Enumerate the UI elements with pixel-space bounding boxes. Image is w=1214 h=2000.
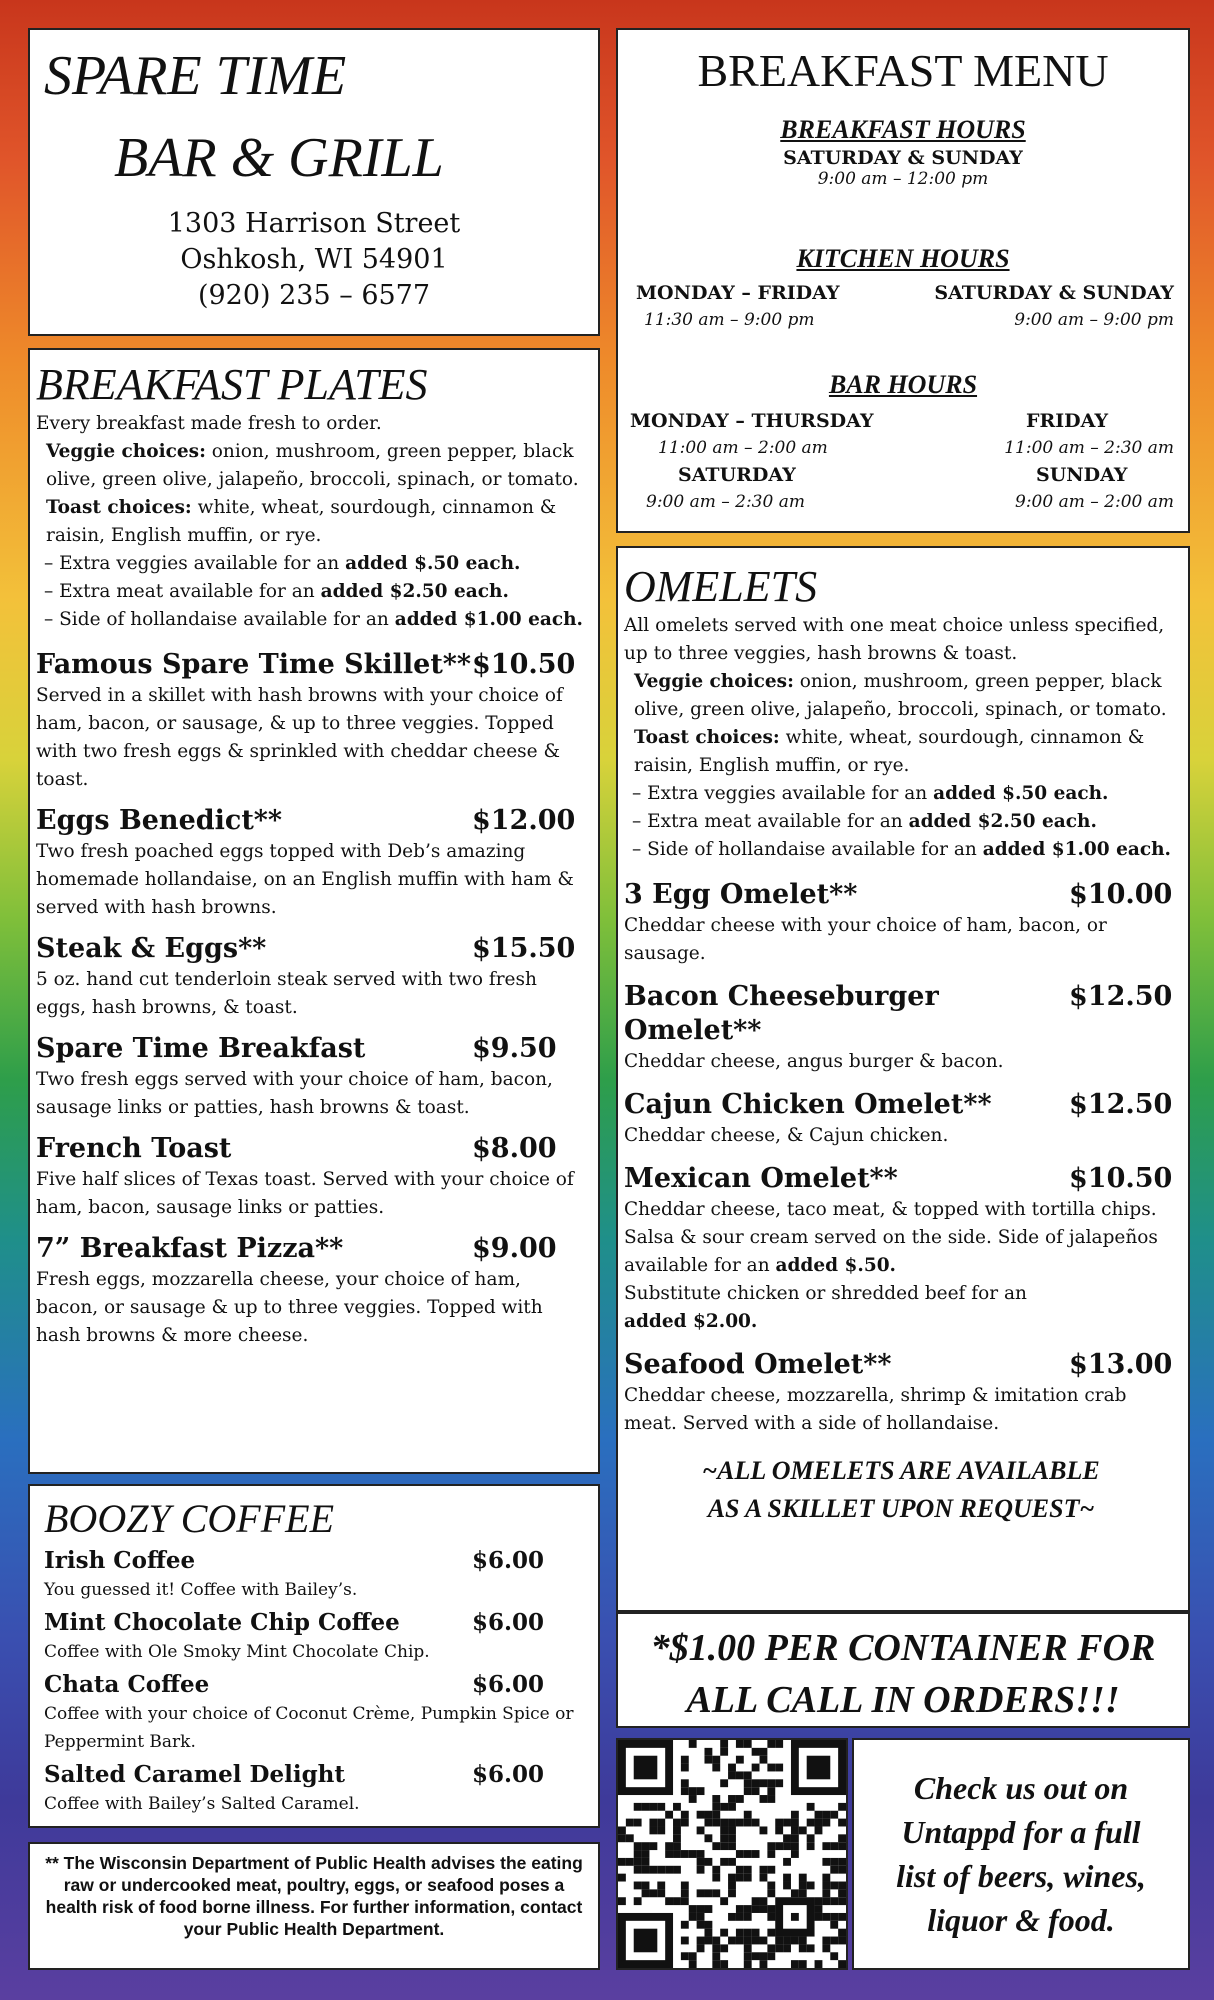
- menu-item: [624, 878, 1178, 968]
- item-price: $10.50: [1069, 1163, 1173, 1194]
- item-name: 7” Breakfast Pizza**: [36, 1233, 344, 1264]
- menu-title: BREAKFAST MENU: [697, 45, 1109, 96]
- omelets-extra-veggies: – Extra veggies available for an added $.50 each.: [632, 783, 1109, 804]
- bar-days-fri: FRIDAY: [1026, 410, 1109, 432]
- coffee-item: [44, 1546, 588, 1604]
- item-name: Mexican Omelet**: [624, 1163, 898, 1194]
- omelets-panel: [616, 546, 1190, 1612]
- breakfast-plates-panel: [28, 348, 600, 1474]
- omelets-veggie-choices: Veggie choices: onion, mushroom, green pepper, black olive, green olive, jalapeño, broccoli, spinach, or tomato.: [634, 671, 1167, 720]
- coffee-item: [44, 1760, 588, 1818]
- item-price: $12.50: [1069, 1089, 1173, 1120]
- health-disclaimer: ** The Wisconsin Department of Public Health advises the eating raw or undercooked meat, poultry, eggs, or seafood poses a health risk of food borne illness. For further information, contact your Public Health Department.: [28, 1842, 600, 1970]
- item-price: $15.50: [472, 933, 576, 964]
- address-street: 1303 Harrison Street: [167, 208, 461, 239]
- kitchen-days-weekend: SATURDAY & SUNDAY: [934, 282, 1174, 304]
- menu-item: [36, 648, 588, 794]
- plates-toast-choices: Toast choices: white, wheat, sourdough, cinnamon & raisin, English muffin, or rye.: [46, 497, 557, 546]
- bar-time-sat: 9:00 am – 2:30 am: [646, 492, 805, 512]
- kitchen-days-weekday: MONDAY – FRIDAY: [636, 282, 840, 304]
- kitchen-time-weekend: 9:00 am – 9:00 pm: [1014, 310, 1174, 330]
- plates-extra-veggies: – Extra veggies available for an added $.50 each.: [44, 553, 521, 574]
- coffee-name: Mint Chocolate Chip Coffee: [44, 1609, 400, 1636]
- breakfast-plates-title: BREAKFAST PLATES: [36, 360, 428, 409]
- menu-item: [624, 1162, 1178, 1336]
- restaurant-name-line2: BAR & GRILL: [114, 127, 444, 189]
- item-desc: Cheddar cheese, angus burger & bacon.: [624, 1051, 1004, 1072]
- bar-days-sun: SUNDAY: [1036, 464, 1128, 486]
- breakfast-hours-title: BREAKFAST HOURS: [780, 115, 1026, 144]
- coffee-price: $6.00: [472, 1547, 545, 1574]
- item-price: $9.00: [472, 1233, 557, 1264]
- bar-time-fri: 11:00 am – 2:30 am: [1004, 438, 1174, 458]
- item-desc: Fresh eggs, mozzarella cheese, your choice of ham, bacon, or sausage & up to three veggies. Topped with hash browns & more cheese.: [36, 1269, 543, 1346]
- coffee-price: $6.00: [472, 1671, 545, 1698]
- item-name: Bacon Cheeseburger Omelet**: [624, 981, 939, 1046]
- item-price: $13.00: [1069, 1349, 1173, 1380]
- coffee-name: Chata Coffee: [44, 1671, 210, 1698]
- item-desc: Cheddar cheese with your choice of ham, bacon, or sausage.: [624, 915, 1107, 964]
- untappd-promo: Check us out on Untappd for a full list of beers, wines, liquor & food.: [852, 1738, 1190, 1970]
- item-price: $10.50: [472, 649, 576, 680]
- omelets-extra-hollandaise: – Side of hollandaise available for an added $1.00 each.: [632, 839, 1171, 860]
- menu-item: [36, 1132, 588, 1222]
- item-name: Seafood Omelet**: [624, 1349, 892, 1380]
- bar-hours-title: BAR HOURS: [828, 370, 978, 399]
- item-desc: Cheddar cheese, & Cajun chicken.: [624, 1125, 949, 1146]
- menu-item: [624, 1348, 1178, 1438]
- item-name: Spare Time Breakfast: [36, 1033, 366, 1064]
- omelets-title: OMELETS: [624, 562, 818, 611]
- address-city: Oshkosh, WI 54901: [180, 244, 448, 275]
- menu-item: [36, 1232, 588, 1350]
- item-desc: Two fresh poached eggs topped with Deb’s amazing homemade hollandaise, on an English muffin with ham & served with hash browns.: [36, 841, 574, 918]
- item-name: Eggs Benedict**: [36, 805, 283, 836]
- coffee-desc: Coffee with Ole Smoky Mint Chocolate Chip.: [44, 1642, 430, 1662]
- boozy-coffee-panel: [28, 1484, 600, 1828]
- restaurant-header: [28, 28, 600, 336]
- coffee-item: [44, 1608, 588, 1666]
- coffee-name: Salted Caramel Delight: [44, 1761, 346, 1788]
- item-desc: Five half slices of Texas toast. Served with your choice of ham, bacon, sausage links or patties.: [36, 1169, 574, 1218]
- coffee-name: Irish Coffee: [44, 1547, 196, 1574]
- plates-veggie-choices: Veggie choices: onion, mushroom, green pepper, black olive, green olive, jalapeño, broccoli, spinach, or tomato.: [46, 441, 579, 490]
- omelets-info: [624, 612, 1178, 864]
- call-in-notice: *$1.00 PER CONTAINER FOR ALL CALL IN ORDERS!!!: [616, 1612, 1190, 1728]
- item-price: $8.00: [472, 1133, 557, 1164]
- item-name: Steak & Eggs**: [36, 933, 267, 964]
- coffee-item: [44, 1670, 588, 1756]
- plates-extra-hollandaise: – Side of hollandaise available for an added $1.00 each.: [44, 609, 583, 630]
- coffee-desc: Coffee with Bailey’s Salted Caramel.: [44, 1794, 360, 1814]
- boozy-coffee-title: BOOZY COFFEE: [44, 1496, 334, 1541]
- breakfast-time: 9:00 am – 12:00 pm: [817, 169, 989, 189]
- item-desc: Two fresh eggs served with your choice of ham, bacon, sausage links or patties, hash browns & toast.: [36, 1069, 553, 1118]
- menu-item: [36, 804, 588, 922]
- item-desc: 5 oz. hand cut tenderloin steak served with two fresh eggs, hash browns, & toast.: [36, 969, 537, 1018]
- kitchen-hours-title: KITCHEN HOURS: [796, 244, 1010, 273]
- item-desc: Served in a skillet with hash browns with your choice of ham, bacon, or sausage, & up to three veggies. Topped with two fresh eggs & sprinkled with cheddar cheese & toast.: [36, 685, 563, 790]
- skillet-note: ~ALL OMELETS ARE AVAILABLE AS A SKILLET UPON REQUEST~: [702, 1456, 1100, 1523]
- coffee-price: $6.00: [472, 1761, 545, 1788]
- restaurant-name-line1: SPARE TIME: [44, 45, 347, 107]
- breakfast-days: SATURDAY & SUNDAY: [783, 147, 1023, 169]
- coffee-price: $6.00: [472, 1609, 545, 1636]
- qr-code-icon[interactable]: [616, 1738, 848, 1970]
- bar-time-mon-thu: 11:00 am – 2:00 am: [658, 438, 828, 458]
- bar-days-sat: SATURDAY: [678, 464, 796, 486]
- item-desc: Cheddar cheese, mozzarella, shrimp & imitation crab meat. Served with a side of hollandaise.: [624, 1385, 1127, 1434]
- item-price: $12.00: [472, 805, 576, 836]
- kitchen-time-weekday: 11:30 am – 9:00 pm: [644, 310, 815, 330]
- omelets-extra-meat: – Extra meat available for an added $2.50 each.: [632, 811, 1097, 832]
- menu-item: [624, 1088, 1178, 1150]
- item-name: 3 Egg Omelet**: [624, 879, 858, 910]
- hours-panel: [616, 28, 1190, 533]
- plates-info: [36, 410, 588, 634]
- item-name: French Toast: [36, 1133, 232, 1164]
- phone-number: (920) 235 – 6577: [197, 280, 431, 311]
- menu-item: [36, 1032, 588, 1122]
- item-desc: Cheddar cheese, taco meat, & topped with tortilla chips. Salsa & sour cream served on the side. Side of jalapeños available for an added $.50. Substitute chicken or shredded beef for an added $2.00.: [624, 1199, 1158, 1332]
- menu-item: [624, 980, 1178, 1076]
- address-block: [30, 206, 598, 314]
- bar-days-mon-thu: MONDAY – THURSDAY: [630, 410, 874, 432]
- bar-time-sun: 9:00 am – 2:00 am: [1015, 492, 1174, 512]
- coffee-desc: You guessed it! Coffee with Bailey’s.: [44, 1580, 358, 1600]
- item-name: Famous Spare Time Skillet**: [36, 649, 472, 680]
- item-price: $12.50: [1069, 981, 1173, 1012]
- omelets-intro: All omelets served with one meat choice unless specified, up to three veggies, hash browns & toast.: [624, 615, 1165, 664]
- coffee-desc: Coffee with your choice of Coconut Crème, Pumpkin Spice or Peppermint Bark.: [44, 1704, 574, 1752]
- plates-extra-meat: – Extra meat available for an added $2.50 each.: [44, 581, 509, 602]
- omelets-toast-choices: Toast choices: white, wheat, sourdough, cinnamon & raisin, English muffin, or rye.: [634, 727, 1145, 776]
- item-price: $10.00: [1069, 879, 1173, 910]
- item-name: Cajun Chicken Omelet**: [624, 1089, 992, 1120]
- menu-item: [36, 932, 588, 1022]
- plates-intro: Every breakfast made fresh to order.: [36, 413, 382, 434]
- item-price: $9.50: [472, 1033, 557, 1064]
